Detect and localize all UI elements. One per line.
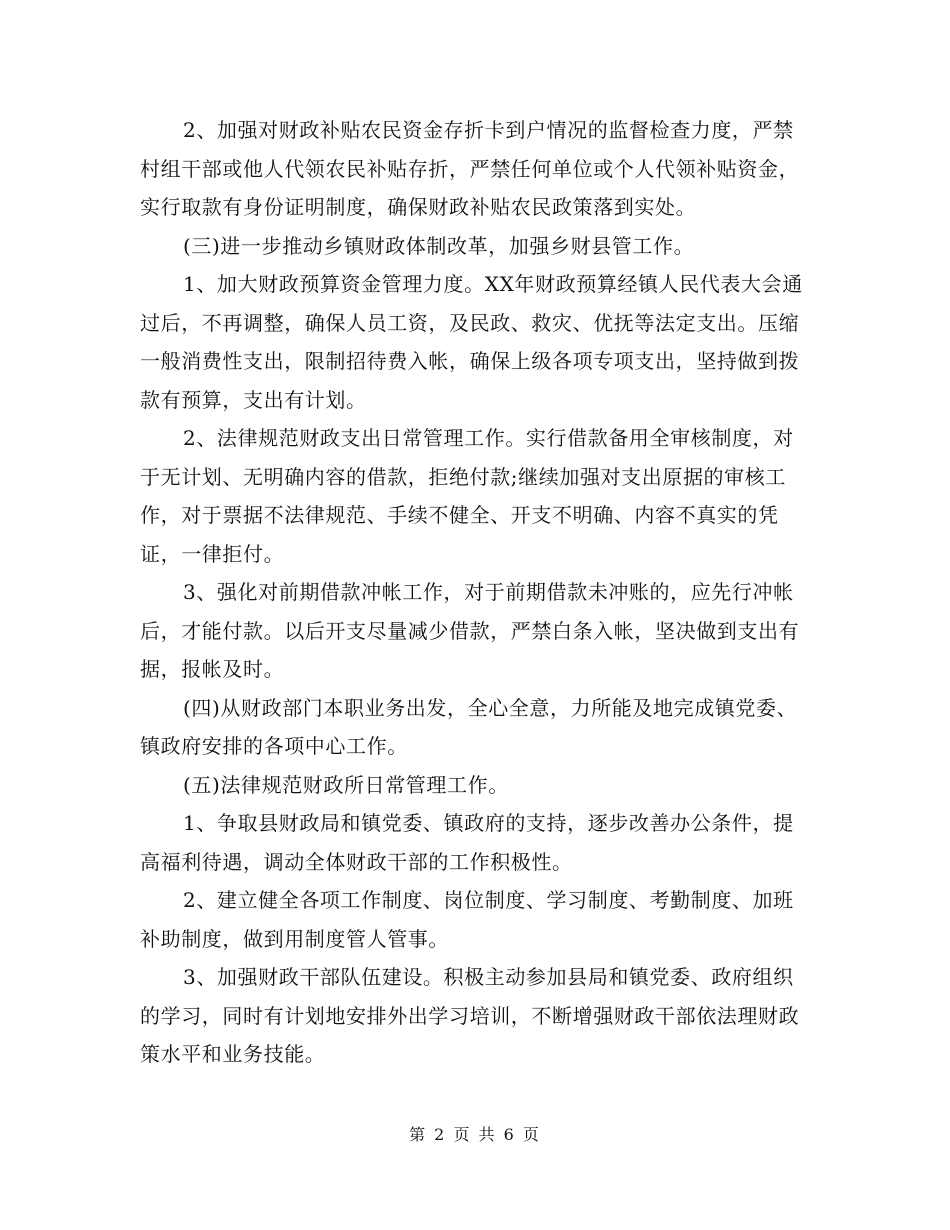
paragraph-loan-offset: 3、强化对前期借款冲帐工作，对于前期借款未冲账的，应先行冲帐后，才能付款。以后开支尽量减少借款，严禁白条入帐，坚决做到支出有据，报帐及时。	[140, 580, 800, 681]
document-body	[140, 111, 810, 1074]
heading-section-4: (四)从财政部门本职业务出发，全心全意，力所能及地完成镇党委、镇政府安排的各项中心工作。	[140, 695, 798, 758]
paragraph-expenditure-management: 2、法律规范财政支出日常管理工作。实行借款备用全审核制度，对于无计划、无明确内容的借款，拒绝付款;继续加强对支出原据的审核工作，对于票据不法律规范、手续不健全、开支不明确、内容不真实的凭证，一律拒付。	[140, 426, 794, 566]
heading-section-5: (五)法律规范财政所日常管理工作。	[183, 772, 509, 797]
paragraph-work-systems: 2、建立健全各项工作制度、岗位制度、学习制度、考勤制度、加班补助制度，做到用制度管人管事。	[140, 888, 794, 951]
heading-section-3: (三)进一步推动乡镇财政体制改革，加强乡财县管工作。	[183, 233, 695, 258]
paragraph-budget-management: 1、加大财政预算资金管理力度。XX年财政预算经镇人民代表大会通过后，不再调整，确保人员工资，及民政、救灾、优抚等法定支出。压缩一般消费性支出，限制招待费入帐，确保上级各项专项支出，坚持做到拨款有预算，支出有计划。	[140, 272, 803, 412]
paragraph-team-building: 3、加强财政干部队伍建设。积极主动参加县局和镇党委、政府组织的学习，同时有计划地安排外出学习培训，不断增强财政干部依法理财政策水平和业务技能。	[140, 965, 800, 1066]
paragraph-subsidy-supervision: 2、加强对财政补贴农民资金存折卡到户情况的监督检查力度，严禁村组干部或他人代领农民补贴存折，严禁任何单位或个人代领补贴资金，实行取款有身份证明制度，确保财政补贴农民政策落到实处。	[140, 118, 800, 219]
paragraph-office-conditions: 1、争取县财政局和镇党委、镇政府的支持，逐步改善办公条件，提高福利待遇，调动全体财政干部的工作积极性。	[140, 811, 794, 874]
page-number-footer: 第 2 页 共 6 页	[409, 1125, 541, 1144]
